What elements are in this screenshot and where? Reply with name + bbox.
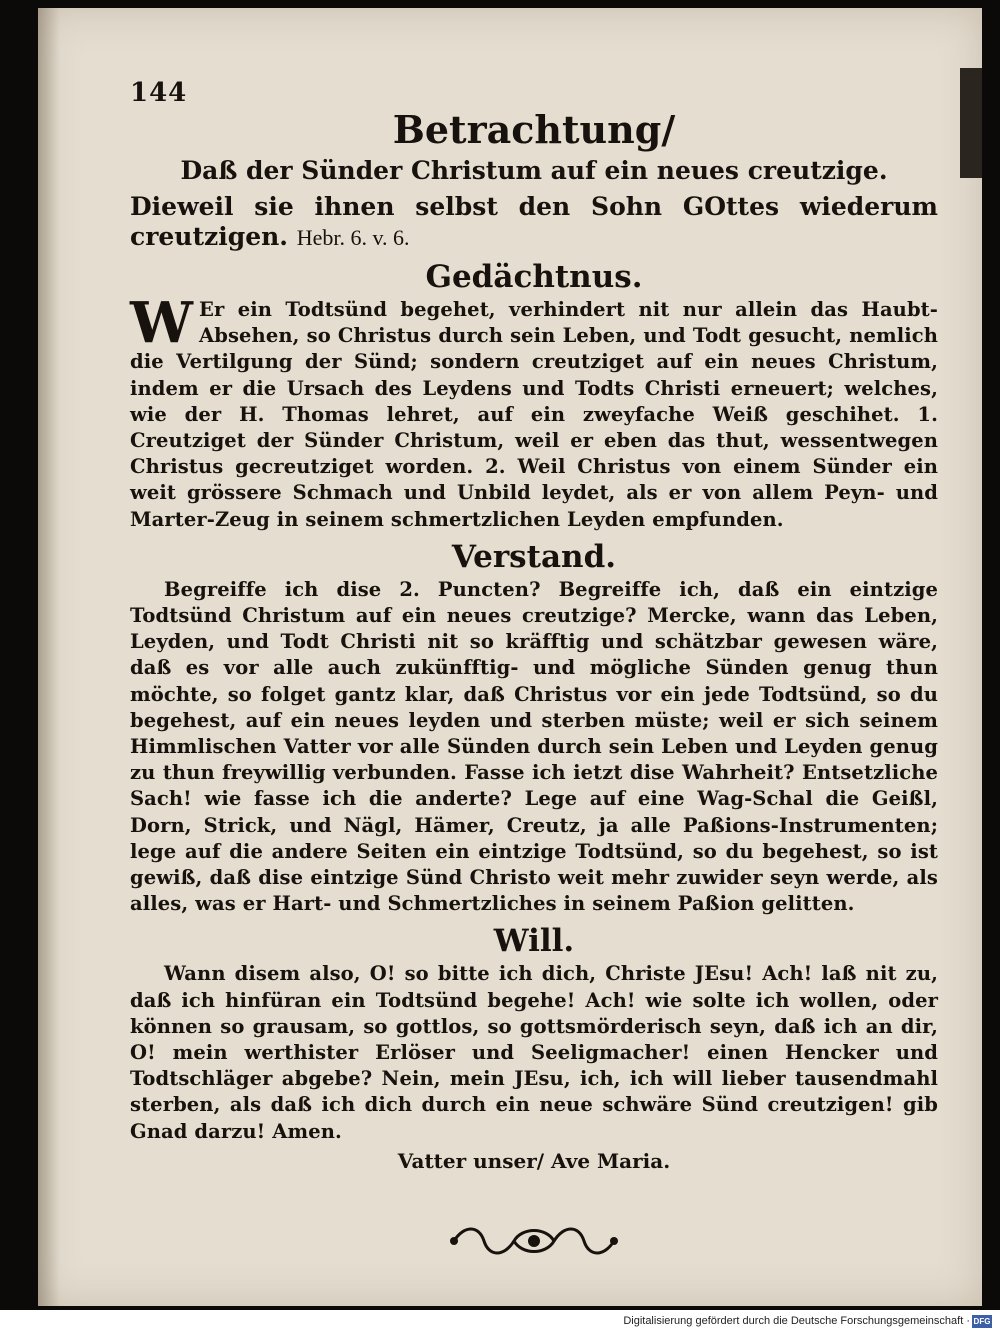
ornament-center-dot — [528, 1235, 540, 1247]
section-heading-will: Will. — [493, 923, 575, 960]
epigraph-text: Dieweil sie ihnen selbst den Sohn GOttes wiederum creutzigen. — [130, 192, 938, 251]
ornament-vignette — [444, 1219, 624, 1263]
page-number: 144 — [130, 78, 188, 108]
epigraph-reference: Hebr. 6. v. 6. — [296, 225, 410, 250]
ornament-scroll-right — [554, 1229, 614, 1253]
drop-cap: W — [130, 290, 193, 356]
memory-paragraph: Er ein Todtsünd begehet, verhindert nit nur allein das Haubt-Absehen, so Christus durch sein Leben, und Todt gesucht, nemlich die Vertilgung der Sünd; sondern creutziget auf ein neues Christum, indem er die Ursach des Leydens und Todts Christi erneuert; welches, wie der H. Thomas lehret, auf ein zweyfache Weiß geschihet. 1. Creutziget der Sünder Christum, weil er eben das thut, wessentwegen Christus gecreutziget worden. 2. Weil Christus von einem Sünder ein weit grössere Schmach und Unbild leydet, als er von allem Peyn- und Marter-Zeug in seinem schmertzlichen Leyden empfunden. — [130, 298, 938, 531]
page-subtitle: Daß der Sünder Christum auf ein neues creutzige. — [180, 156, 888, 185]
section-heading-memory: Gedächtnus. — [425, 259, 643, 295]
book-page — [38, 8, 982, 1306]
footer-credit: Digitalisierung gefördert durch die Deutsche Forschungsgemeinschaft · — [623, 1315, 970, 1327]
ornament-end-dot-right — [610, 1237, 618, 1245]
section-heading-understanding: Verstand. — [451, 538, 617, 575]
epigraph — [130, 192, 938, 253]
dfg-logo-icon: DFG — [973, 1317, 991, 1326]
section-text-will: Wann disem also, O! so bitte ich dich, Christe JEsu! Ach! laß nit zu, daß ich hinfüran ein Todtsünd begehe! Ach! wie solte ich wollen, oder können so grausam, so gottlos, so gottsmörderisch seyn, daß ich an dir, O! mein werthister Erlöser und Seeligmacher! einen Hencker und Todtschläger abgebe? Nein, mein JEsu, ich, ich will lieber tausendmahl sterben, als daß ich dich durch ein neue schwäre Sünd creutzigen! gib Gnad darzu! Amen. — [130, 962, 938, 1143]
section-text-understanding: Begreiffe ich dise 2. Puncten? Begreiffe ich, daß ein eintzige Todtsünd Christum auf ein neues creutzige? Mercke, wann das Leben, Leyden, und Todt Christi nit so kräfftig und schätzbar gewesen wäre, daß es vor alle auch zukünfftig- und mögliche Sünden genug thun möchte, so folget gantz klar, daß Christus vor ein jede Todtsünd, so du begehest, auf ein neues leyden und sterben müste; weil er sich seinem Himmlischen Vatter vor alle Sünden durch sein Leben und Leyden genug zu thun freywillig verbunden. Fasse ich ietzt dise Wahrheit? Entsetzliche Sach! wie fasse ich die anderte? Lege auf eine Wag-Schal die Geißl, Dorn, Strick, und Nägl, Hämer, Creutz, ja alle Paßions-Instrumenten; lege auf die andere Seiten ein eintzige Todtsünd, so du begehest, so ist gewiß, daß dise eintzige Sünd Christo weit mehr zuwider seyn werde, als alles, was er Hart- und Schmertzliches in seinem Paßion gelitten. — [130, 577, 938, 916]
ornament-end-dot-left — [450, 1237, 458, 1245]
gutter-shadow — [38, 8, 60, 1306]
section-text-memory — [130, 290, 938, 533]
closing-prayer: Vatter unser/ Ave Maria. — [397, 1148, 671, 1173]
footer-bar — [0, 1310, 1000, 1331]
page-edge-tab — [960, 68, 982, 178]
page-text-block — [130, 78, 938, 1263]
ornament-scroll-left — [454, 1229, 514, 1253]
page-title: Betrachtung/ — [392, 107, 676, 152]
